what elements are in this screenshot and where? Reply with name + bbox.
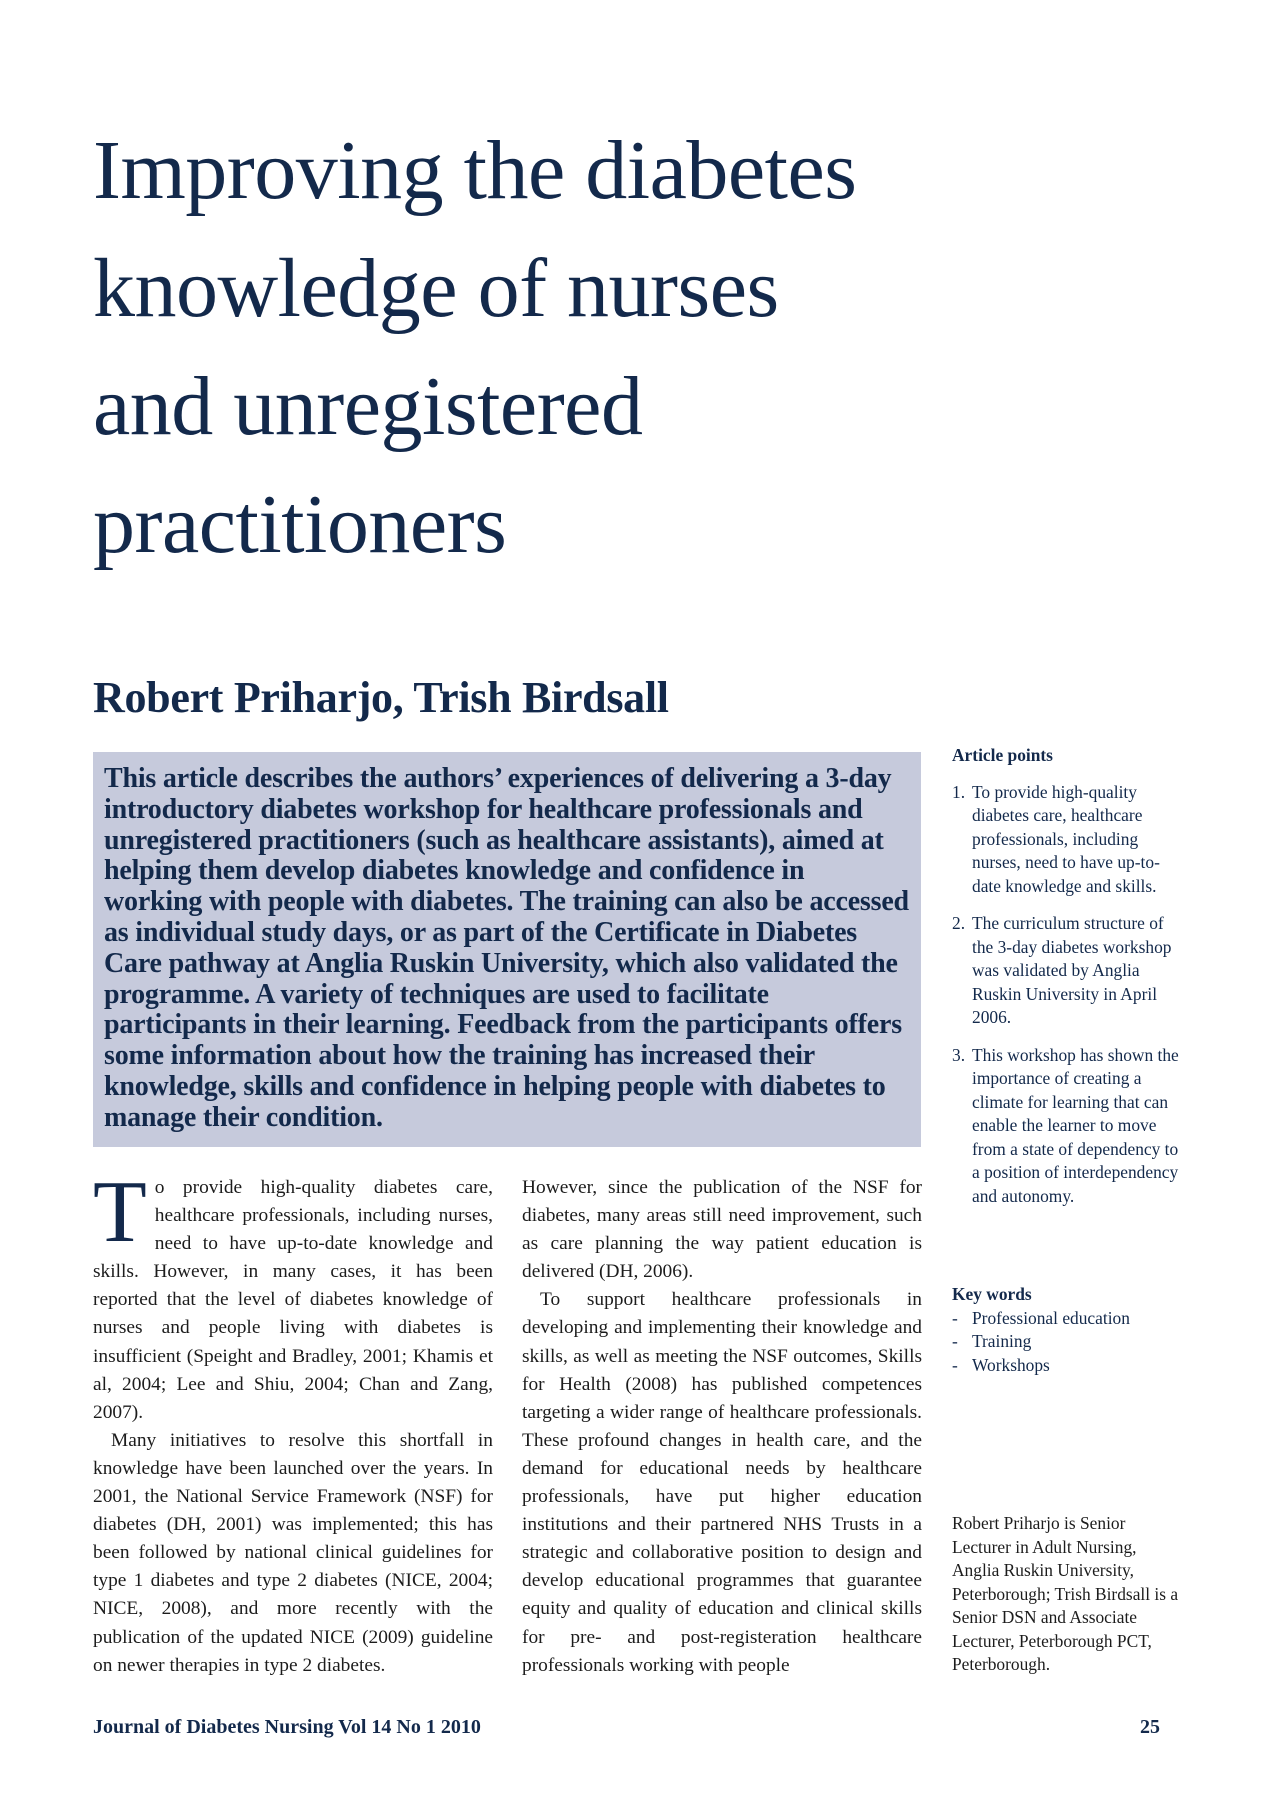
author-bio: Robert Priharjo is Senior Lecturer in Adult Nursing, Anglia Ruskin University, Peterborough; Trish Birdsall is a Senior DSN and Associate Lecturer, Peterborough PCT, Peterborough. bbox=[952, 1513, 1179, 1674]
footer-journal-name: Journal of Diabetes Nursing Vol 14 No 1 2010 bbox=[93, 1716, 481, 1738]
article-point bbox=[952, 781, 1182, 899]
title-line: and unregistered bbox=[93, 360, 643, 453]
key-word: Training bbox=[972, 1331, 1032, 1351]
key-word-item: - Training bbox=[952, 1331, 1032, 1351]
article-points-sidebar bbox=[952, 744, 1182, 1222]
key-words-section bbox=[952, 1283, 1182, 1377]
body-column-2 bbox=[522, 1174, 922, 1680]
body-paragraph: Many initiatives to resolve this shortfall in knowledge have been launched over the years. In 2001, the National Service Framework (NSF) for diabetes (DH, 2001) was implemented; this has been followed by national clinical guidelines for type 1 diabetes and type 2 diabetes (NICE, 2004; NICE, 2008), and more recently with the publication of the updated NICE (2009) guideline on newer therapies in type 2 diabetes. bbox=[93, 1429, 493, 1676]
body-paragraph: However, since the publication of the NSF for diabetes, many areas still need improvement, such as care planning the way patient education is delivered (DH, 2006). bbox=[522, 1177, 922, 1283]
article-points-list bbox=[952, 781, 1182, 1209]
point-number: 3. bbox=[952, 1044, 966, 1065]
point-number: 2. bbox=[952, 913, 966, 933]
title-line: knowledge of nurses bbox=[93, 242, 779, 335]
article-title bbox=[93, 112, 993, 584]
key-word-item: - Workshops bbox=[952, 1354, 1050, 1375]
key-words-heading: Key words bbox=[952, 1284, 1032, 1304]
paragraph-text: o provide high-quality diabetes care, healthcare professionals, including nurses, need to have up-to-date knowledge and skills. However, in many cases, it has been reported that the level of diabetes knowledge of nurses and people living with diabetes is insufficient (Speight and Bradley, 2001; Khamis et al, 2004; Lee and Shiu, 2004; Chan and Zang, 2007). bbox=[93, 1177, 493, 1423]
point-text: This workshop has shown the importance of creating a climate for learning that can enable the learner to move from a state of dependency to a position of interdependency and autonomy. bbox=[972, 1044, 1179, 1206]
body-paragraph bbox=[93, 1164, 493, 1427]
key-word: Professional education bbox=[972, 1307, 1130, 1328]
page-number: 25 bbox=[1140, 1716, 1160, 1738]
body-column-1 bbox=[93, 1164, 493, 1680]
article-points-heading: Article points bbox=[952, 745, 1053, 765]
point-number: 1. bbox=[952, 781, 966, 802]
authors: Robert Priharjo, Trish Birdsall bbox=[93, 673, 669, 722]
abstract-box bbox=[93, 752, 921, 1147]
body-paragraph: To support healthcare professionals in developing and implementing their knowledge and skills, as well as meeting the NSF outcomes, Skills for Health (2008) has published competences targeting a wider range of healthcare professionals. These profound changes in health care, and the demand for educational needs by healthcare professionals, have put higher education institutions and their partnered NHS Trusts in a strategic and collaborative position to design and develop educational programmes that guarantee equity and quality of education and clinical skills for pre- and post-registeration healthcare professionals working with people bbox=[522, 1289, 922, 1676]
drop-cap: T bbox=[93, 1164, 147, 1261]
title-line: practitioners bbox=[93, 478, 507, 571]
article-point bbox=[952, 1044, 1182, 1209]
key-word-item: - Professional education bbox=[952, 1307, 1130, 1328]
key-word: Workshops bbox=[972, 1354, 1050, 1375]
point-text: To provide high-quality diabetes care, healthcare professionals, including nurses, need to have up-to-date knowledge and skills. bbox=[972, 781, 1160, 896]
article-point bbox=[952, 912, 1182, 1030]
abstract-text: This article describes the authors’ experiences of delivering a 3-day introductory diabetes workshop for healthcare professionals and unregistered practitioners (such as healthcare assistants), aimed at helping them develop diabetes knowledge and confidence in working with people with diabetes. The training can also be accessed as individual study days, or as part of the Certificate in Diabetes Care pathway at Anglia Ruskin University, which also validated the programme. A variety of techniques are used to facilitate participants in their learning. Feedback from the participants offers some information about how the training has increased their knowledge, skills and confidence in helping people with diabetes to manage their condition. bbox=[104, 763, 909, 1133]
title-line: Improving the diabetes bbox=[93, 124, 857, 217]
point-text: The curriculum structure of the 3-day diabetes workshop was validated by Anglia Ruskin University in April 2006. bbox=[972, 913, 1172, 1027]
key-words-list bbox=[952, 1307, 1182, 1378]
